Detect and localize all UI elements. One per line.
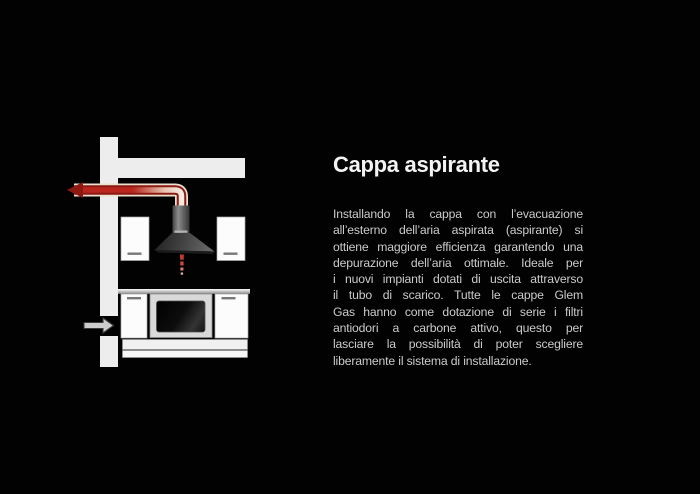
cabinet-handle: [224, 253, 238, 255]
exhaust-airflow-arrow: [67, 182, 182, 206]
cabinet-handle: [128, 253, 142, 255]
paragraph-line: liberamente il sistema di installazione.: [333, 353, 532, 368]
paragraph-line: i nuovi impianti dotati di uscita attraverso: [333, 272, 583, 287]
paragraph-line: Installando la cappa con l’evacuazione: [333, 207, 583, 221]
suction-dot: [181, 273, 183, 275]
base-door-handle: [222, 297, 236, 299]
paragraph-line: il tubo di scarico. Tutte le cappe Glem: [333, 288, 583, 303]
page-title: Cappa aspirante: [333, 152, 500, 177]
suction-airflow-dots: [180, 255, 184, 275]
hood-chimney-base-trim: [175, 231, 188, 233]
duct-core: [74, 190, 182, 206]
suction-dot: [180, 255, 184, 260]
base-door-handle: [127, 297, 141, 299]
paragraph-line: Gas hanno come dotazione di serie i filtri: [333, 304, 583, 319]
hood-chimney: [173, 206, 190, 234]
suction-dot: [180, 262, 183, 266]
plinth-lower: [123, 351, 248, 358]
hood-installation-diagram: [60, 130, 270, 375]
ceiling-soffit: [118, 158, 245, 178]
paragraph-line: all’esterno dell’aria aspirata (aspirante) si: [333, 223, 583, 238]
paragraph-line: antiodori a carbone attivo, questo per: [333, 321, 583, 336]
base-door-left: [121, 294, 147, 338]
paragraph-line: depurazione dell’aria ottimale. Ideale per: [333, 255, 583, 270]
hood-canopy: [155, 233, 215, 252]
suction-dot: [180, 268, 183, 271]
base-door-right: [215, 294, 248, 338]
paragraph-line: lasciare la possibilità di poter scegliere: [333, 337, 583, 352]
paragraph-line: ottiene maggiore efficienza garantendo una: [333, 239, 583, 254]
body-paragraph: [333, 206, 583, 369]
plinth-upper: [123, 340, 248, 350]
countertop: [118, 289, 250, 294]
oven-door-glass: [157, 301, 206, 332]
